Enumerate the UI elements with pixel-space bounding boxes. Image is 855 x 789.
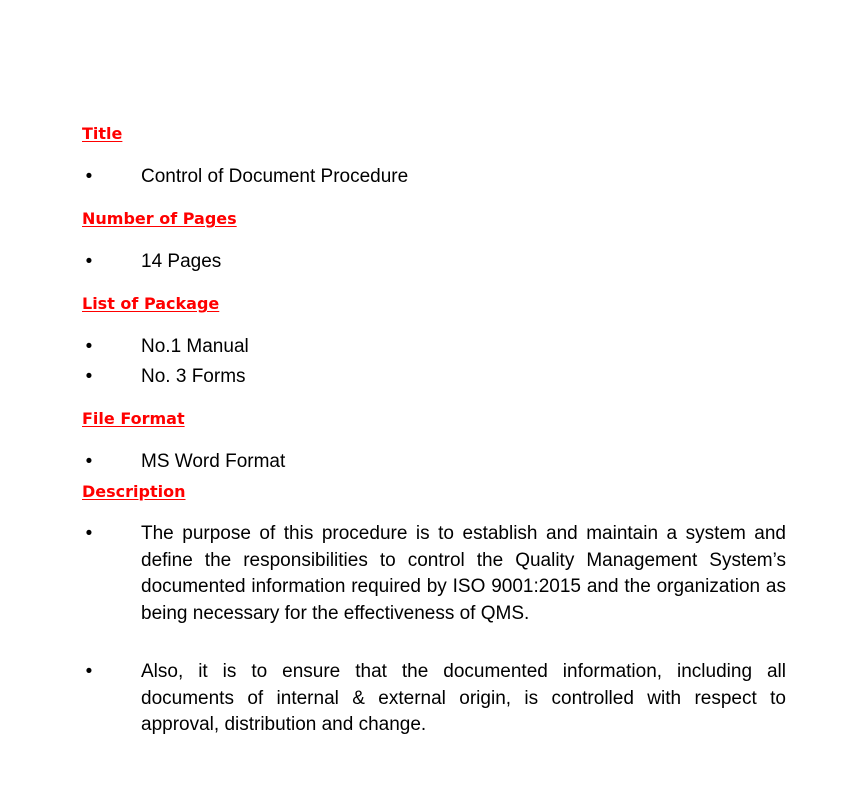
heading-number-of-pages: Number of Pages (82, 209, 237, 228)
list-item-format (82, 449, 786, 476)
bullet-icon: • (85, 336, 93, 357)
heading-file-format: File Format (82, 409, 185, 428)
list-item-package (82, 364, 786, 391)
bullet-icon: • (85, 523, 93, 544)
heading-description: Description (82, 482, 186, 501)
bullet-icon: • (85, 661, 93, 682)
package-item-forms: No. 3 Forms (141, 366, 246, 387)
file-format-value: MS Word Format (141, 451, 286, 472)
bullet-icon: • (85, 166, 93, 187)
bullet-icon: • (85, 366, 93, 387)
list-item-description (82, 659, 786, 739)
heading-list-of-package: List of Package (82, 294, 220, 313)
list-item-description (82, 521, 786, 627)
list-item-title (82, 164, 786, 191)
description-paragraph-control: Also, it is to ensure that the documented information, including all documents of internal & external origin, is controlled with respect to approval, distribution and change. (141, 661, 786, 735)
list-item-pages (82, 249, 786, 276)
description-paragraph-purpose: The purpose of this procedure is to establish and maintain a system and define the responsibilities to control the Quality Management System’s documented information required by ISO 9001:2015 and the organization as being necessary for the effectiveness of QMS. (141, 523, 786, 624)
document-title-value: Control of Document Procedure (141, 166, 409, 187)
heading-title: Title (82, 124, 123, 143)
package-item-manual: No.1 Manual (141, 336, 249, 357)
list-item-package (82, 334, 786, 361)
bullet-icon: • (85, 451, 93, 472)
page-count-value: 14 Pages (141, 251, 222, 272)
bullet-icon: • (85, 251, 93, 272)
